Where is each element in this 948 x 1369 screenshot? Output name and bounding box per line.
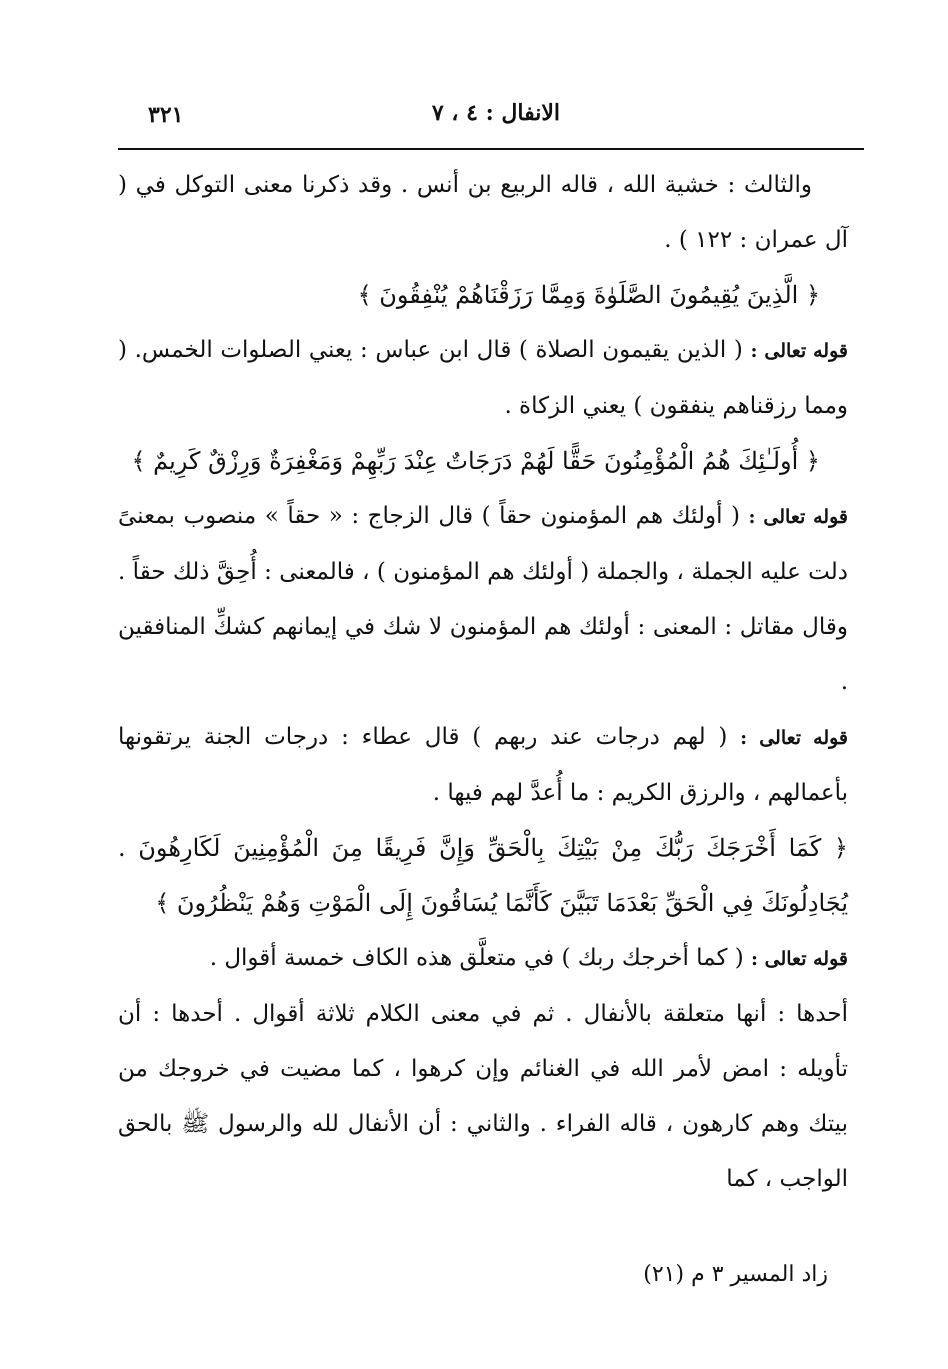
lead-phrase: قوله تعالى : (748, 506, 848, 528)
verse-text: ﴿ كَمَا أَخْرَجَكَ رَبُّكَ مِنْ بَيْتِكَ بِالْحَقِّ وَإِنَّ فَرِيقًا مِنَ الْمُؤْمِنِينَ لَكَارِهُونَ . يُجَادِلُونَكَ فِي الْحَقِّ بَعْدَمَا تَبَيَّنَ كَأَنَّمَا يُسَاقُونَ إِلَى الْمَوْتِ وَهُمْ يَنْظُرُونَ ﴾ (118, 834, 848, 917)
tafsir-paragraph (118, 931, 848, 987)
paragraph-tawakkul (118, 158, 848, 268)
paragraph-text: ( أولئك هم المؤمنون حقاً ) قال الزجاج : « حقاً » منصوب بمعنىً دلت عليه الجملة ، والجملة ( أولئك هم المؤمنون ) ، فالمعنى : أُحِقَّ ذلك حقاً . وقال مقاتل : المعنى : أولئك هم المؤمنون لا شك في إيمانهم كشكِّ المنافقين . (118, 503, 848, 695)
page-footer (118, 1262, 848, 1302)
signature-mark: زاد المسير ٣ م (٢١) (643, 1262, 828, 1287)
quran-verse (118, 821, 848, 931)
tafsir-paragraph (118, 489, 848, 710)
verse-text: ﴿ أُولَـٰئِكَ هُمُ الْمُؤْمِنُونَ حَقًّا لَهُمْ دَرَجَاتٌ عِنْدَ رَبِّهِمْ وَمَغْفِرَةٌ وَرِزْقٌ كَرِيمٌ ﴾ (131, 447, 820, 475)
header-divider (118, 148, 864, 150)
paragraph-text: ( لهم درجات عند ربهم ) قال عطاء : درجات الجنة يرتقونها بأعمالهم ، والرزق الكريم : ما أُعدَّ لهم فيها . (118, 724, 848, 806)
page-number: ٣٢١ (148, 102, 184, 128)
lead-phrase: قوله تعالى : (740, 727, 849, 749)
paragraph-text: والثالث : خشية الله ، قاله الربيع بن أنس . وقد ذكرنا معنى التوكل في ( آل عمران : ١٢٢ ) . (118, 172, 848, 253)
verse-text: ﴿ الَّذِينَ يُقِيمُونَ الصَّلَوٰةَ وَمِمَّا رَزَقْنَاهُمْ يُنْفِقُونَ ﴾ (357, 281, 820, 309)
tafsir-paragraph (118, 987, 848, 1207)
quran-verse (118, 268, 848, 323)
paragraph-text: ( الذين يقيمون الصلاة ) قال ابن عباس : يعني الصلوات الخمس. ( ومما رزقناهم ينفقون ) يعني الزكاة . (118, 337, 848, 419)
surah-verse-reference: الانفال : ٤ ، ٧ (431, 100, 560, 126)
body-text (118, 158, 848, 1207)
tafsir-paragraph (118, 710, 848, 821)
quran-verse (118, 434, 848, 489)
paragraph-text: ( كما أخرجك ربك ) في متعلَّق هذه الكاف خمسة أقوال . (209, 945, 744, 971)
tafsir-paragraph (118, 323, 848, 434)
lead-phrase: قوله تعالى : (751, 948, 848, 970)
paragraph-text: أحدها : أنها متعلقة بالأنفال . ثم في معنى الكلام ثلاثة أقوال . أحدها : أن تأويله : امض لأمر الله في الغنائم وإن كرهوا ، كما مضيت في خروجك من بيتك وهم كارهون ، قاله الفراء . والثاني : أن الأنفال لله والرسول ﷺ بالحق الواجب ، كما (118, 1001, 848, 1192)
lead-phrase: قوله تعالى : (750, 340, 848, 362)
running-header (120, 96, 860, 136)
